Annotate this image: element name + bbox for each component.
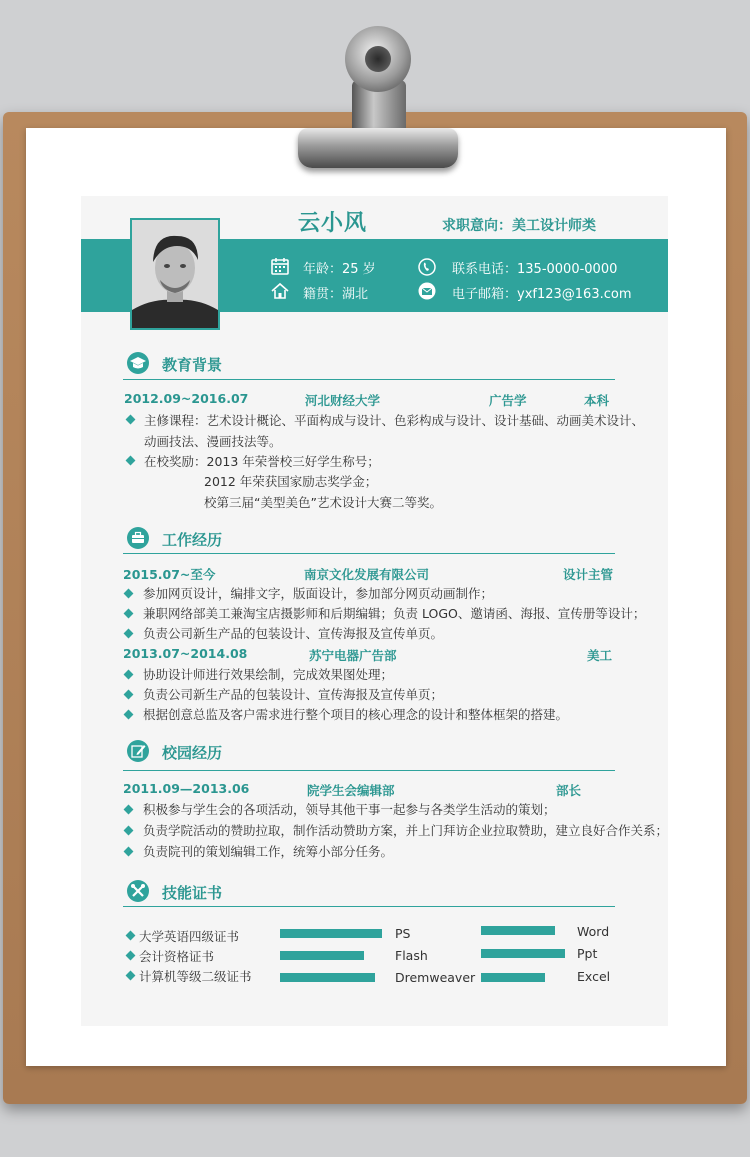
skill-bar-excel (481, 973, 545, 982)
skill-label-dremweaver: Dremweaver (395, 970, 476, 985)
skill-bar-ppt (481, 949, 565, 958)
list-item: 协助设计师进行效果绘制，完成效果图处理； (143, 667, 394, 682)
education-date: 2012.09~2016.07 (124, 391, 249, 406)
skill-bar-word (481, 926, 555, 935)
job-intent: 求职意向：美工设计师类 (442, 218, 596, 234)
job1-role: 设计主管 (563, 567, 614, 582)
phone-text: 联系电话：135-0000-0000 (452, 262, 618, 277)
education-courses: 主修课程：艺术设计概论、平面构成与设计、色彩构成与设计、设计基础、动画美术设计、 (144, 413, 645, 428)
candidate-name: 云小风 (298, 211, 368, 236)
email-icon (418, 282, 436, 300)
skill-label-ppt: Ppt (577, 946, 598, 961)
campus-date: 2011.09—2013.06 (123, 781, 250, 796)
skill-label-flash: Flash (395, 948, 428, 963)
education-awards-3: 校第三届“美型美色”艺术设计大赛二等奖。 (204, 495, 442, 510)
hometown-text: 籍贯：湖北 (303, 287, 369, 302)
briefcase-icon (127, 527, 149, 549)
education-courses-cont: 动画技法、漫画技法等。 (144, 434, 282, 449)
list-item: 兼职网络部美工兼淘宝店摄影师和后期编辑；负责 LOGO、邀请函、海报、宣传册等设计； (143, 606, 646, 621)
campus-org: 院学生会编辑部 (307, 783, 395, 798)
certificate-item: 会计资格证书 (139, 949, 215, 964)
profile-photo (130, 218, 220, 330)
list-item: 积极参与学生会的各项活动，领导其他干事一起参与各类学生活动的策划； (143, 802, 556, 817)
campus-role: 部长 (556, 783, 582, 798)
skill-bar-dremweaver (280, 973, 375, 982)
list-item: 负责学院活动的赞助拉取，制作活动赞助方案，并上门拜访企业拉取赞助，建立良好合作关系； (143, 823, 669, 838)
list-item: 负责院刊的策划编辑工作，统筹小部分任务。 (143, 844, 394, 859)
certificate-item: 计算机等级二级证书 (139, 969, 252, 984)
job1-company: 南京文化发展有限公司 (304, 567, 430, 582)
skill-label-word: Word (577, 924, 610, 939)
section-title-work: 工作经历 (162, 531, 223, 549)
section-rule (123, 906, 615, 907)
skill-label-excel: Excel (577, 969, 611, 984)
skill-bar-ps (280, 929, 382, 938)
list-item: 根据创意总监及客户需求进行整个项目的核心理念的设计和整体框架的搭建。 (143, 707, 569, 722)
edit-icon (127, 740, 149, 762)
job2-company: 苏宁电器广告部 (309, 648, 397, 663)
section-title-campus: 校园经历 (162, 744, 223, 762)
skill-label-ps: PS (395, 926, 411, 941)
education-school: 河北财经大学 (305, 393, 381, 408)
job1-date: 2015.07~至今 (123, 567, 216, 582)
tools-icon (127, 880, 149, 902)
skill-bar-flash (280, 951, 364, 960)
calendar-icon (271, 257, 289, 275)
graduation-cap-icon (127, 352, 149, 374)
job2-date: 2013.07~2014.08 (123, 646, 248, 661)
education-awards-2: 2012 年荣获国家励志奖学金； (204, 474, 378, 489)
certificate-item: 大学英语四级证书 (139, 929, 240, 944)
phone-icon (418, 258, 436, 276)
list-item: 负责公司新生产品的包装设计、宣传海报及宣传单页。 (143, 626, 444, 641)
education-awards: 在校奖励：2013 年荣誉校三好学生称号； (144, 454, 380, 469)
section-rule (123, 770, 615, 771)
binder-clip-icon (298, 128, 458, 168)
section-title-education: 教育背景 (162, 356, 223, 374)
email-text: 电子邮箱：yxf123@163.com (452, 287, 632, 302)
section-rule (123, 553, 615, 554)
education-degree: 本科 (584, 393, 610, 408)
list-item: 参加网页设计，编排文字，版面设计，参加部分网页动画制作； (143, 586, 494, 601)
job2-role: 美工 (587, 648, 613, 663)
list-item: 负责公司新生产品的包装设计、宣传海报及宣传单页； (143, 687, 444, 702)
binder-clip-hole (365, 46, 391, 72)
education-major: 广告学 (489, 393, 527, 408)
home-icon (271, 282, 289, 300)
section-title-skills: 技能证书 (162, 884, 223, 902)
section-rule (123, 379, 615, 380)
age-text: 年龄：25 岁 (303, 262, 376, 277)
